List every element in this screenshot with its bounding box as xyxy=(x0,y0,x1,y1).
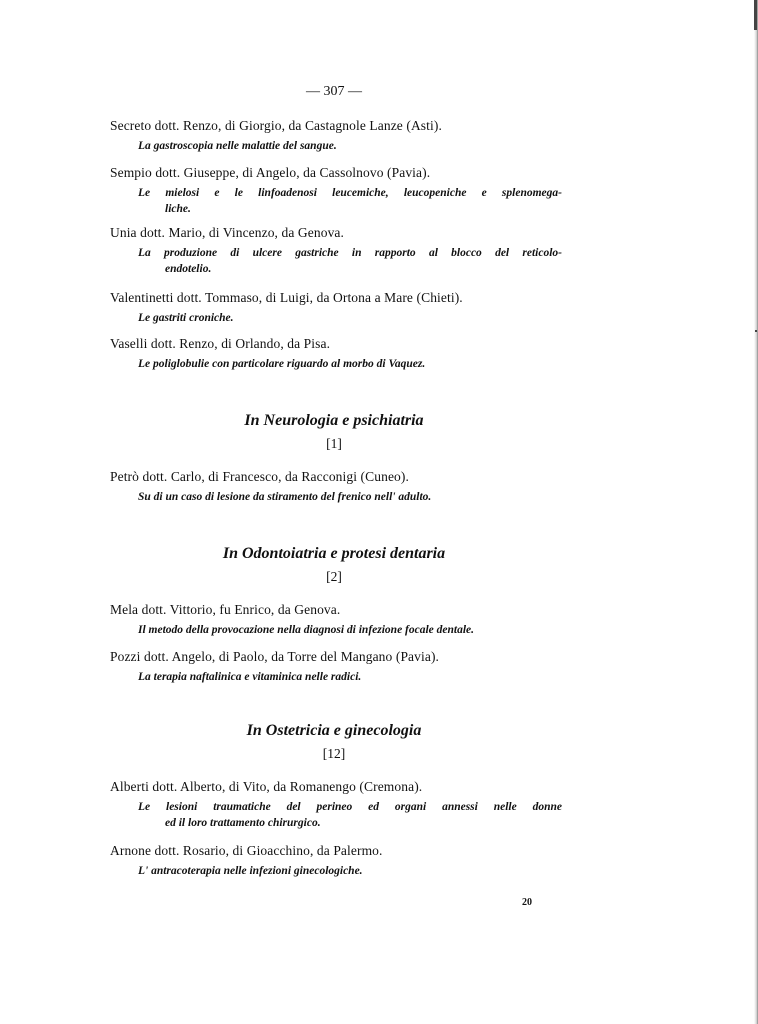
list-item xyxy=(110,842,562,860)
entry-title: La terapia naftalinica e vitaminica nelle radici. xyxy=(138,671,362,683)
list-item xyxy=(110,164,562,182)
entry-name: Valentinetti dott. Tommaso, di Luigi, da Ortona a Mare (Chieti). xyxy=(110,290,463,305)
section-heading: In Neurologia e psichiatria xyxy=(244,412,424,429)
entry-name: Mela dott. Vittorio, fu Enrico, da Genova. xyxy=(110,602,341,617)
entry-name: Unia dott. Mario, di Vincenzo, da Genova. xyxy=(110,225,344,240)
section-heading: In Odontoiatria e protesi dentaria xyxy=(222,545,446,562)
entry-name: Pozzi dott. Angelo, di Paolo, da Torre del Mangano (Pavia). xyxy=(110,649,440,664)
entry-title: Il metodo della provocazione nella diagnosi di infezione focale dentale. xyxy=(138,624,475,636)
entry-title-cont: liche. xyxy=(165,203,191,215)
edge-mark xyxy=(754,0,757,30)
entry-title: La gastroscopia nelle malattie del sangue. xyxy=(138,140,337,152)
list-item xyxy=(110,778,562,796)
section-count: [2] xyxy=(326,569,342,584)
list-item xyxy=(110,117,562,135)
entry-title: L' antracoterapia nelle infezioni ginecologiche. xyxy=(138,865,363,877)
entry-name: Vaselli dott. Renzo, di Orlando, da Pisa. xyxy=(110,336,331,351)
entry-name: Arnone dott. Rosario, di Gioacchino, da Palermo. xyxy=(110,843,383,858)
entry-name: Sempio dott. Giuseppe, di Angelo, da Cassolnovo (Pavia). xyxy=(110,165,431,180)
list-item xyxy=(110,335,562,353)
entry-title: Le gastriti croniche. xyxy=(138,312,234,324)
entry-title: Le mielosi e le linfoadenosi leucemiche, leucopeniche e splenomega- xyxy=(138,187,562,199)
entry-title-cont: ed il loro trattamento chirurgico. xyxy=(165,817,321,829)
section-count: [12] xyxy=(322,746,346,761)
list-item xyxy=(110,468,562,486)
section-heading: In Ostetricia e ginecologia xyxy=(246,722,422,739)
entry-title: Su di un caso di lesione da stiramento del frenico nell' adulto. xyxy=(138,491,432,503)
list-item xyxy=(110,289,562,307)
entry-title: Le poliglobulie con particolare riguardo al morbo di Vaquez. xyxy=(138,358,426,370)
list-item xyxy=(110,601,562,619)
entry-title-cont: endotelio. xyxy=(165,263,212,275)
list-item xyxy=(110,648,562,666)
entry-name: Petrò dott. Carlo, di Francesco, da Racconigi (Cuneo). xyxy=(110,469,409,484)
entry-name: Secreto dott. Renzo, di Giorgio, da Castagnole Lanze (Asti). xyxy=(110,118,442,133)
page-edge xyxy=(754,0,758,1024)
entry-name: Alberti dott. Alberto, di Vito, da Romanengo (Cremona). xyxy=(110,779,423,794)
entry-title: La produzione di ulcere gastriche in rapporto al blocco del reticolo- xyxy=(138,247,562,259)
list-item xyxy=(110,224,562,242)
page-number: — 307 — xyxy=(306,84,362,99)
entry-title: Le lesioni traumatiche del perineo ed organi annessi nelle donne xyxy=(138,801,562,813)
signature-mark: 20 xyxy=(522,897,532,908)
edge-mark xyxy=(755,330,757,332)
section-count: [1] xyxy=(326,436,342,451)
